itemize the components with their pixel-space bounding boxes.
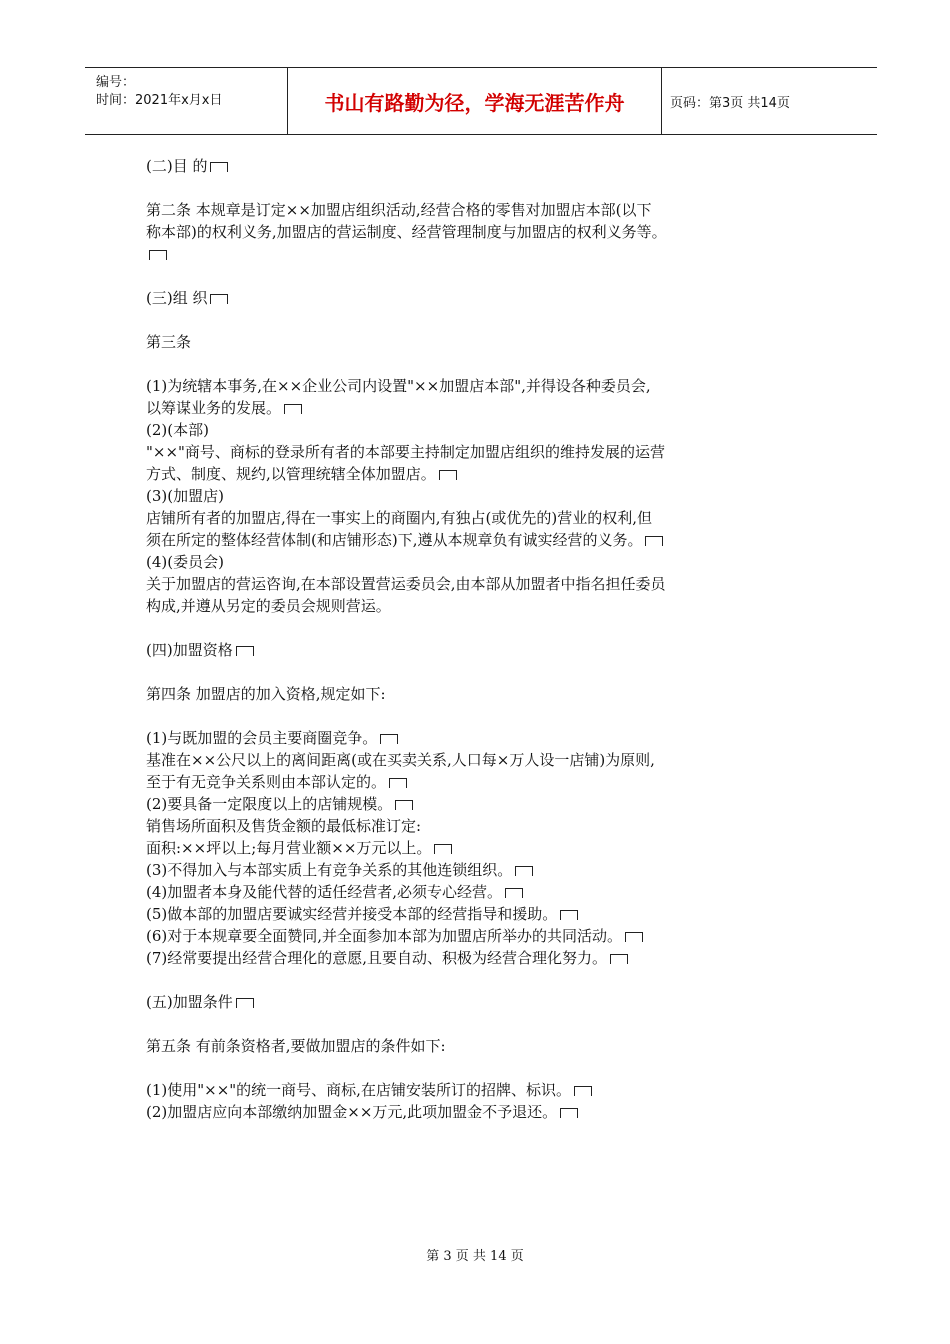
paragraph-line: (1)使用"××"的统一商号、商标,在店铺安装所订的招牌、标识。 <box>146 1079 826 1101</box>
paragraph-mark-icon <box>210 162 228 172</box>
paragraph-mark-icon <box>284 404 302 414</box>
section-heading: (四)加盟资格 <box>146 639 826 661</box>
paragraph-mark-icon <box>505 888 523 898</box>
paragraph-mark-icon <box>560 1108 578 1118</box>
section-heading: (二)目 的 <box>146 155 826 177</box>
paragraph-mark-icon <box>434 844 452 854</box>
article-heading: 第三条 <box>146 333 192 351</box>
paragraph-mark-icon <box>236 998 254 1008</box>
page-footer: 第 3 页 共 14 页 <box>426 1249 524 1264</box>
paragraph-mark-icon <box>625 932 643 942</box>
paragraph-line: 以筹谋业务的发展。 <box>146 397 826 419</box>
paragraph-line: "××"商号、商标的登录所有者的本部要主持制定加盟店组织的维持发展的运营 <box>146 443 665 461</box>
paragraph-end <box>146 243 826 265</box>
paragraph-line: 构成,并遵从另定的委员会规则营运。 <box>146 597 391 615</box>
paragraph-line: 销售场所面积及售货金额的最低标准订定: <box>146 817 422 835</box>
paragraph-line: (6)对于本规章要全面赞同,并全面参加本部为加盟店所举办的共同活动。 <box>146 925 826 947</box>
paragraph-line: (7)经常要提出经营合理化的意愿,且要自动、积极为经营合理化努力。 <box>146 947 826 969</box>
paragraph-mark-icon <box>236 646 254 656</box>
header-page-number: 页码：第3页 共14页 <box>670 95 790 111</box>
paragraph-line: 基准在××公尺以上的离间距离(或在买卖关系,人口每×万人设一店铺)为原则, <box>146 751 655 769</box>
paragraph-line: (1)与既加盟的会员主要商圈竞争。 <box>146 727 826 749</box>
paragraph-mark-icon <box>389 778 407 788</box>
time-label: 时间：2021年x月x日 <box>96 93 223 108</box>
paragraph-mark-icon <box>210 294 228 304</box>
paragraph-line: (2)要具备一定限度以上的店铺规模。 <box>146 793 826 815</box>
page-header <box>85 67 877 135</box>
header-meta <box>85 68 288 134</box>
paragraph-line: (4)加盟者本身及能代替的适任经营者,必须专心经营。 <box>146 881 826 903</box>
paragraph-line: (1)为统辖本事务,在××企业公司内设置"××加盟店本部",并得设各种委员会, <box>146 377 651 395</box>
paragraph-line: (3)不得加入与本部实质上有竞争关系的其他连锁组织。 <box>146 859 826 881</box>
paragraph-line: (2)加盟店应向本部缴纳加盟金××万元,此项加盟金不予退还。 <box>146 1101 826 1123</box>
paragraph-line: 称本部)的权利义务,加盟店的营运制度、经营管理制度与加盟店的权利义务等。 <box>146 223 667 241</box>
paragraph-mark-icon <box>645 536 663 546</box>
number-label: 编号： <box>96 75 136 90</box>
paragraph-line: 店铺所有者的加盟店,得在一事实上的商圈内,有独占(或优先的)营业的权利,但 <box>146 509 653 527</box>
paragraph-mark-icon <box>149 250 167 260</box>
paragraph-line: 第二条 本规章是订定××加盟店组织活动,经营合格的零售对加盟店本部(以下 <box>146 201 652 219</box>
paragraph-mark-icon <box>610 954 628 964</box>
paragraph-line: 面积:××坪以上;每月营业额××万元以上。 <box>146 837 826 859</box>
paragraph-line: (4)(委员会) <box>146 553 224 571</box>
paragraph-line: (5)做本部的加盟店要诚实经营并接受本部的经营指导和援助。 <box>146 903 826 925</box>
article-heading: 第四条 加盟店的加入资格,规定如下: <box>146 685 386 703</box>
document-body <box>146 155 826 1123</box>
article-heading: 第五条 有前条资格者,要做加盟店的条件如下: <box>146 1037 446 1055</box>
paragraph-mark-icon <box>439 470 457 480</box>
paragraph-mark-icon <box>395 800 413 810</box>
paragraph-line: (2)(本部) <box>146 421 209 439</box>
header-motto: 书山有路勤为径，学海无涯苦作舟 <box>288 68 662 134</box>
paragraph-line: 至于有无竞争关系则由本部认定的。 <box>146 771 826 793</box>
paragraph-mark-icon <box>380 734 398 744</box>
paragraph-line: 须在所定的整体经营体制(和店铺形态)下,遵从本规章负有诚实经营的义务。 <box>146 529 826 551</box>
paragraph-mark-icon <box>560 910 578 920</box>
paragraph-line: (3)(加盟店) <box>146 487 224 505</box>
paragraph-line: 关于加盟店的营运咨询,在本部设置营运委员会,由本部从加盟者中指名担任委员 <box>146 575 666 593</box>
paragraph-line: 方式、制度、规约,以管理统辖全体加盟店。 <box>146 463 826 485</box>
section-heading: (五)加盟条件 <box>146 991 826 1013</box>
section-heading: (三)组 织 <box>146 287 826 309</box>
paragraph-mark-icon <box>515 866 533 876</box>
paragraph-mark-icon <box>574 1086 592 1096</box>
